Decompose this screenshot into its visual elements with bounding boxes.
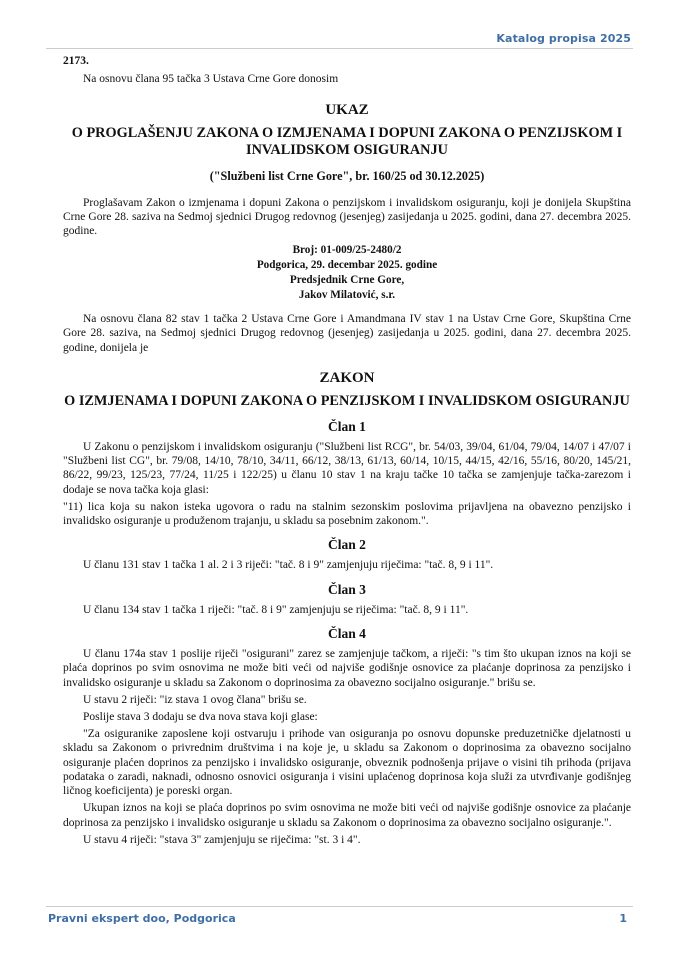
article-4-paragraph-2: U stavu 2 riječi: "iz stava 1 ovog člana" brišu se.: [83, 693, 307, 706]
ukaz-title: UKAZ: [325, 102, 369, 119]
law-subtitle: O IZMJENAMA I DOPUNI ZAKONA O PENZIJSKOM I INVALIDSKOM OSIGURANJU: [64, 392, 630, 409]
article-4-quote-1: "Za osiguranike zaposlene koji ostvaruju i prihode van osiguranja po osnovu dopunske preduzetničke djelatnosti u skladu sa Zakonom o privrednim društvima i na koje je, u skladu sa Zakonom o doprinosima za obavezno socijalno osiguranje plaćen doprinos za penzijsko i invalidsko osiguranje, obveznik podnošenja prijave o visini tih prihoda (prijava podataka o zaradi, naknadi, odnosno osnovici osiguranja i visini uplaćenog doprinosa koja služi za utvrđivanje godišnjeg ličnog koeficijenta) je poreski organ.: [63, 728, 631, 798]
signature-role: Predsjednik Crne Gore,: [289, 274, 405, 287]
header-divider: [46, 48, 633, 49]
catalog-header: Katalog propisa 2025: [496, 32, 631, 45]
basis-paragraph: Na osnovu člana 82 stav 1 tačka 2 Ustava Crne Gore i Amandmana IV stav 1 na Ustav Crne Gore, Skupština Crne Gore 28. saziva, na Sedmoj sjednici Drugog redovnog (jesenjeg) zasijedanja u 2025. godini, dana 27. decembra 2025. godine, donijela je: [63, 313, 631, 354]
signature-place-date: Podgorica, 29. decembar 2025. godine: [256, 259, 438, 272]
gazette-reference: ("Službeni list Crne Gore", br. 160/25 od 30.12.2025): [209, 169, 485, 184]
article-4-paragraph-1: U članu 174a stav 1 poslije riječi "osigurani" zarez se zamjenjuje tačkom, a riječi: "s tim što ukupan iznos na koji se plaća doprinos po svim osnovima ne može biti veći od najviše godišnje osnovice za plaćanje doprinosa za penzijsko i invalidsko osiguranje u skladu sa Zakonom o doprinosima za obavezno socijalno osiguranje." brišu se.: [63, 648, 631, 689]
document-body: [63, 54, 631, 850]
article-1-quote: "11) lica koja su nakon isteka ugovora o radu na stalnim sezonskim poslovima prijavljena na obavezno penzijsko i invalidsko osiguranje u produženom trajanju, u skladu sa posebnim zakonom.".: [63, 500, 631, 528]
article-4-quote-2: Ukupan iznos na koji se plaća doprinos po svim osnovima ne može biti veći od najviše godišnje osnovice za plaćanje doprinosa za penzijsko i invalidsko osiguranje u skladu sa Zakonom o doprinosima za obavezno socijalno osiguranje.".: [63, 802, 631, 829]
signature-number: Broj: 01-009/25-2480/2: [292, 244, 402, 257]
footer-publisher: Pravni ekspert doo, Podgorica: [48, 912, 236, 925]
article-3-paragraph: U članu 134 stav 1 tačka 1 riječi: "tač. 8 i 9" zamjenjuju se riječima: "tač. 8, 9 i 11".: [83, 603, 469, 616]
signature-block: [63, 244, 631, 302]
signature-name: Jakov Milatović, s.r.: [298, 289, 396, 302]
article-2-title: Član 2: [328, 537, 366, 553]
ukaz-subtitle: O PROGLAŠENJU ZAKONA O IZMJENAMA I DOPUNI ZAKONA O PENZIJSKOM I INVALIDSKOM OSIGURANJU: [71, 125, 623, 159]
article-4-paragraph-3: Poslije stava 3 dodaju se dva nova stava koji glase:: [83, 711, 318, 724]
document-number: 2173.: [63, 55, 89, 67]
footer-divider: [46, 906, 633, 907]
article-1-title: Član 1: [328, 418, 366, 434]
proclamation-paragraph: Proglašavam Zakon o izmjenama i dopuni Zakona o penzijskom i invalidskom osiguranju, koji je donijela Skupština Crne Gore 28. saziva na Sedmoj sjednici Drugog redovnog (jesenjeg) zasijedanja u 2025. godini, dana 27. decembra 2025. godine.: [63, 196, 631, 238]
article-1-paragraph: U Zakonu o penzijskom i invalidskom osiguranju ("Službeni list RCG", br. 54/03, 39/04, 61/04, 79/04, 14/07 i 47/07 i "Službeni list CG", br. 79/08, 14/10, 78/10, 34/11, 66/12, 38/13, 61/13, 60/14, 10/15, 44/15, 42/16, 55/16, 80/20, 145/21, 86/22, 99/23, 125/23, 77/24, 11/25 i 122/25) u članu 10 stav 1 na kraju tačke 10 tačka se zamjenjuje tačka-zarezom i dodaje se nova tačka koja glasi:: [63, 441, 631, 496]
law-title: ZAKON: [319, 369, 375, 386]
page-number: 1: [619, 912, 627, 925]
intro-paragraph: Na osnovu člana 95 tačka 3 Ustava Crne Gore donosim: [83, 73, 339, 86]
article-4-title: Član 4: [328, 626, 366, 642]
article-2-paragraph: U članu 131 stav 1 tačka 1 al. 2 i 3 riječi: "tač. 8 i 9" zamjenjuju riječima: "tač. 8, 9 i 11".: [83, 559, 494, 572]
article-4-paragraph-4: U stavu 4 riječi: "stava 3" zamjenjuju se riječima: "st. 3 i 4".: [83, 833, 361, 846]
article-3-title: Član 3: [328, 581, 366, 597]
